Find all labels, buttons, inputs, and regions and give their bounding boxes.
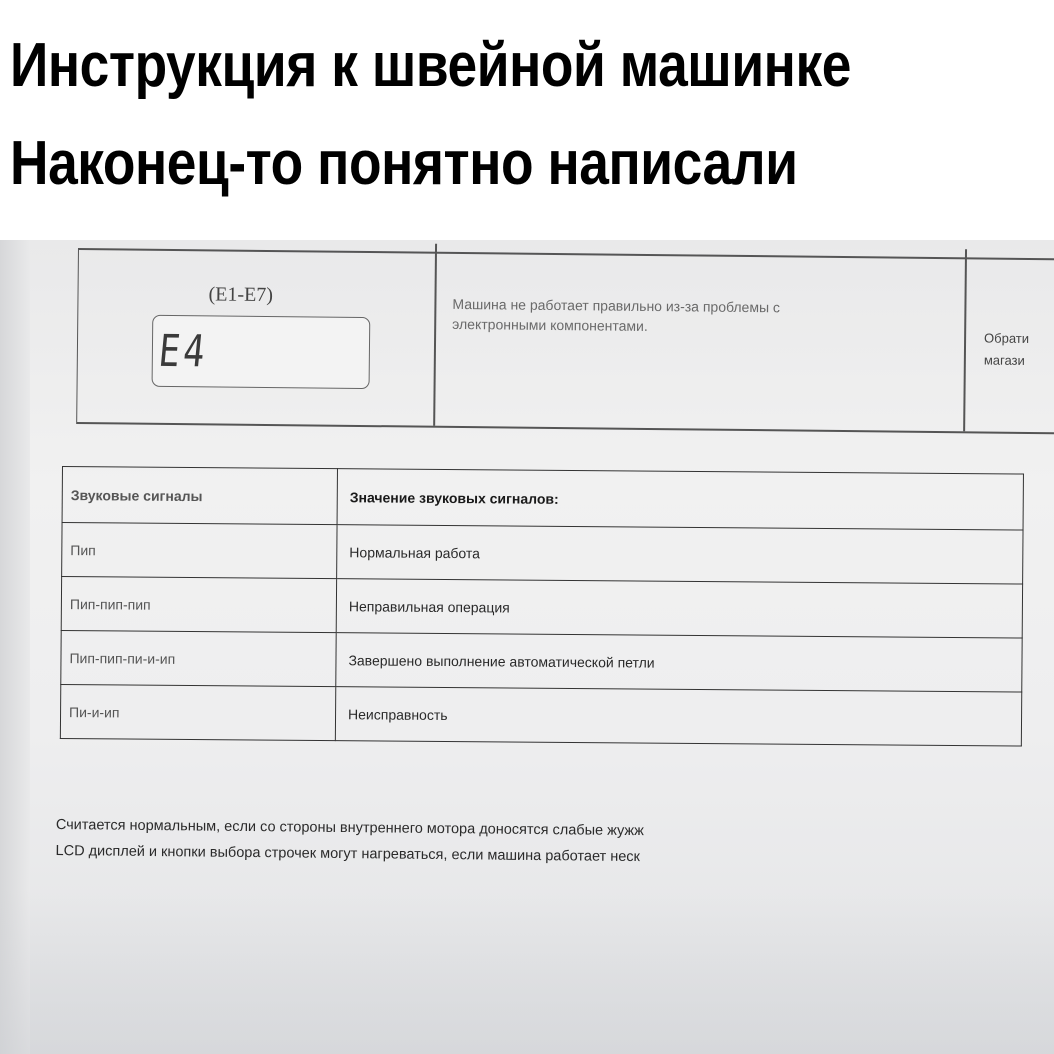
beep-meaning: Неправильная операция	[336, 579, 1022, 638]
header-beep-signals: Звуковые сигналы	[62, 467, 337, 525]
beep-meaning: Нормальная работа	[337, 525, 1023, 584]
error-action-line-1: Обрати	[984, 330, 1030, 346]
table-divider	[963, 249, 966, 431]
beep-signal: Пип-пип-пип	[61, 577, 336, 633]
error-action-line-2: магази	[983, 352, 1025, 368]
beep-signal: Пип-пип-пи-и-ип	[61, 630, 336, 686]
error-description: Машина не работает правильно из-за проблемы с электронными компонентами.	[452, 295, 781, 334]
manual-page-photo	[0, 240, 1054, 1054]
caption-line-2: Наконец-то понятно написали	[10, 129, 798, 198]
beep-signal: Пи-и-ип	[60, 684, 335, 740]
lcd-error-value: E4	[156, 325, 211, 378]
table-header-row	[62, 467, 1023, 531]
note-line-1: Считается нормальным, если со стороны внутреннего мотора доносятся слабые жужж	[55, 816, 644, 840]
beep-meaning: Неисправность	[335, 687, 1021, 746]
beep-signal: Пип	[62, 523, 337, 579]
beep-signal-table	[60, 466, 1024, 747]
error-code-table	[76, 248, 1054, 434]
lcd-display	[152, 315, 371, 389]
meme-caption	[0, 0, 1054, 240]
table-row	[61, 577, 1022, 639]
table-divider	[433, 244, 436, 426]
beep-meaning: Завершено выполнение автоматической петли	[336, 633, 1022, 692]
table-row	[62, 523, 1023, 585]
note-line-2: LCD дисплей и кнопки выбора строчек могут нагреваться, если машина работает неск	[55, 842, 640, 866]
photo-shadow	[0, 890, 1054, 1054]
error-code-range: (E1-E7)	[208, 283, 274, 307]
caption-line-1: Инструкция к швейной машинке	[10, 31, 851, 100]
paper-edge	[0, 240, 30, 1054]
table-row	[61, 630, 1022, 692]
header-beep-meaning: Значение звуковых сигналов:	[337, 469, 1023, 530]
manual-note	[55, 812, 1054, 875]
error-action	[984, 327, 1054, 372]
table-row	[60, 684, 1021, 746]
